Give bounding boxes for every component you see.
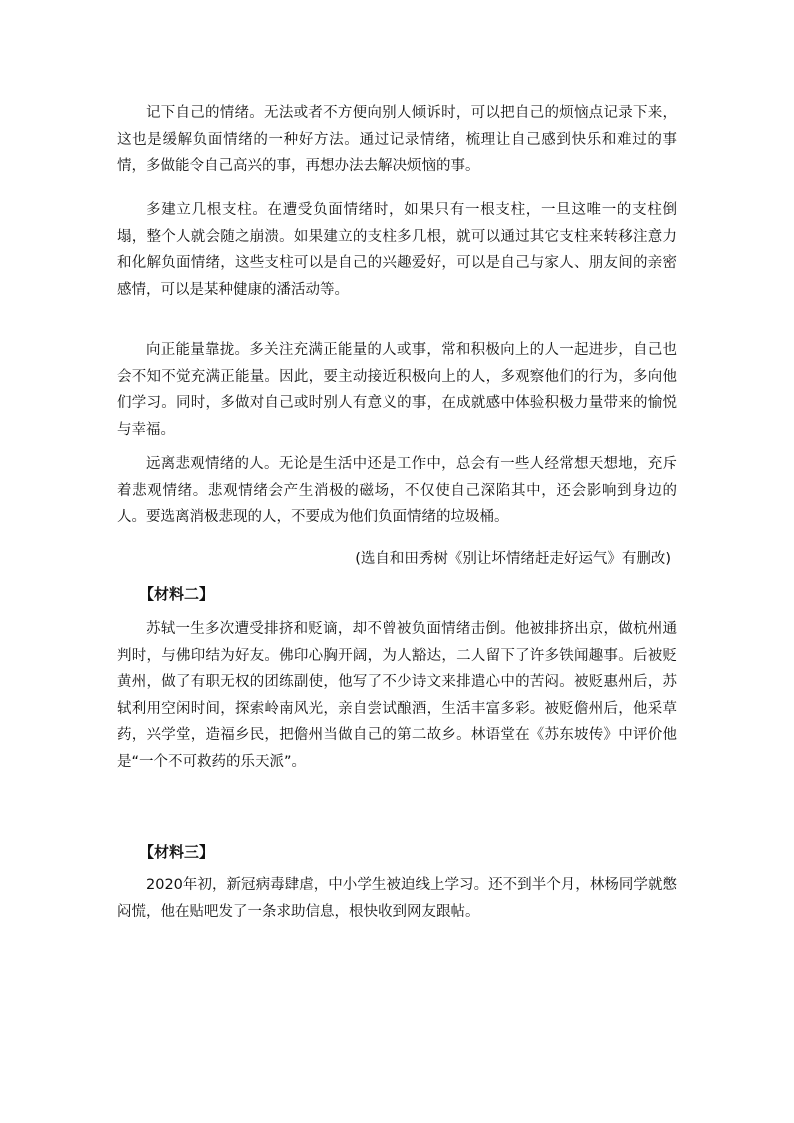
paragraph-online-learning: 2020年初，新冠病毒肆虐，中小学生被迫线上学习。还不到半个月，林杨同学就憋闷慌，他在贴吧发了一条求助信息，根快收到网友跟帖。 <box>117 877 677 920</box>
paragraph-build-pillars: 多建立几根支柱。在遭受负面情绪时，如果只有一根支柱，一旦这唯一的支柱倒塌，整个人就会随之崩溃。如果建立的支柱多几根，就可以通过其它支柱来转移注意力和化解负面情绪，这些支柱可以是自己的兴趣爱好，可以是自己与家人、朋友间的亲密感情，可以是某种健康的潘活动等。 <box>117 202 677 298</box>
paragraph-su-shi: 苏轼一生多次遭受排挤和贬谪，却不曾被负面情绪击倒。他被排挤出京，做杭州通判时，与佛印结为好友。佛印心胸开阔，为人豁达，二人留下了许多铁闻趣事。后被贬黄州，做了有职无权的团练副使，他写了不少诗文来排遣心中的苦闷。被贬惠州后，苏轼利用空闲时间，探索岭南风光，亲自尝试酿酒，生活丰富多彩。被贬儋州后，他采草药，兴学堂，造福乡民，把儋州当做自己的第二故乡。林语堂在《苏东坡传》中评价他是“一个不可救药的乐天派”。 <box>117 621 677 770</box>
heading-material-two: 【材料二】 <box>139 585 215 603</box>
paragraph-avoid-pessimists: 远离悲观情绪的人。无论是生活中还是工作中，总会有一些人经常想天想地，充斥着悲观情绪。悲观情绪会产生消极的磁场，不仅使自己深陷其中，还会影响到身边的人。要选离消极悲现的人，不要成为他们负面情绪的垃圾桶。 <box>117 456 677 525</box>
paragraph-positive-energy: 向正能量靠拢。多关注充满正能量的人或事，常和积极向上的人一起进步，自己也会不知不觉充满正能量。因此，要主动接近积极向上的人，多观察他们的行为，多向他们学习。同时，多做对自己或时别人有意义的事，在成就感中体验积极力量带来的愉悦与幸福。 <box>117 342 677 438</box>
source-citation: (选自和田秀树《别让坏情绪赶走好运气》有删改) <box>355 551 671 567</box>
paragraph-record-emotions: 记下自己的情绪。无法或者不方便向别人倾诉时，可以把自己的烦恼点记录下来，这也是缓解负面情绪的一种好方法。通过记录情绪，梳理让自己感到快乐和难过的事情，多做能令自己高兴的事，再想办法去解决烦恼的事。 <box>117 105 677 174</box>
heading-material-three: 【材料三】 <box>139 843 215 861</box>
